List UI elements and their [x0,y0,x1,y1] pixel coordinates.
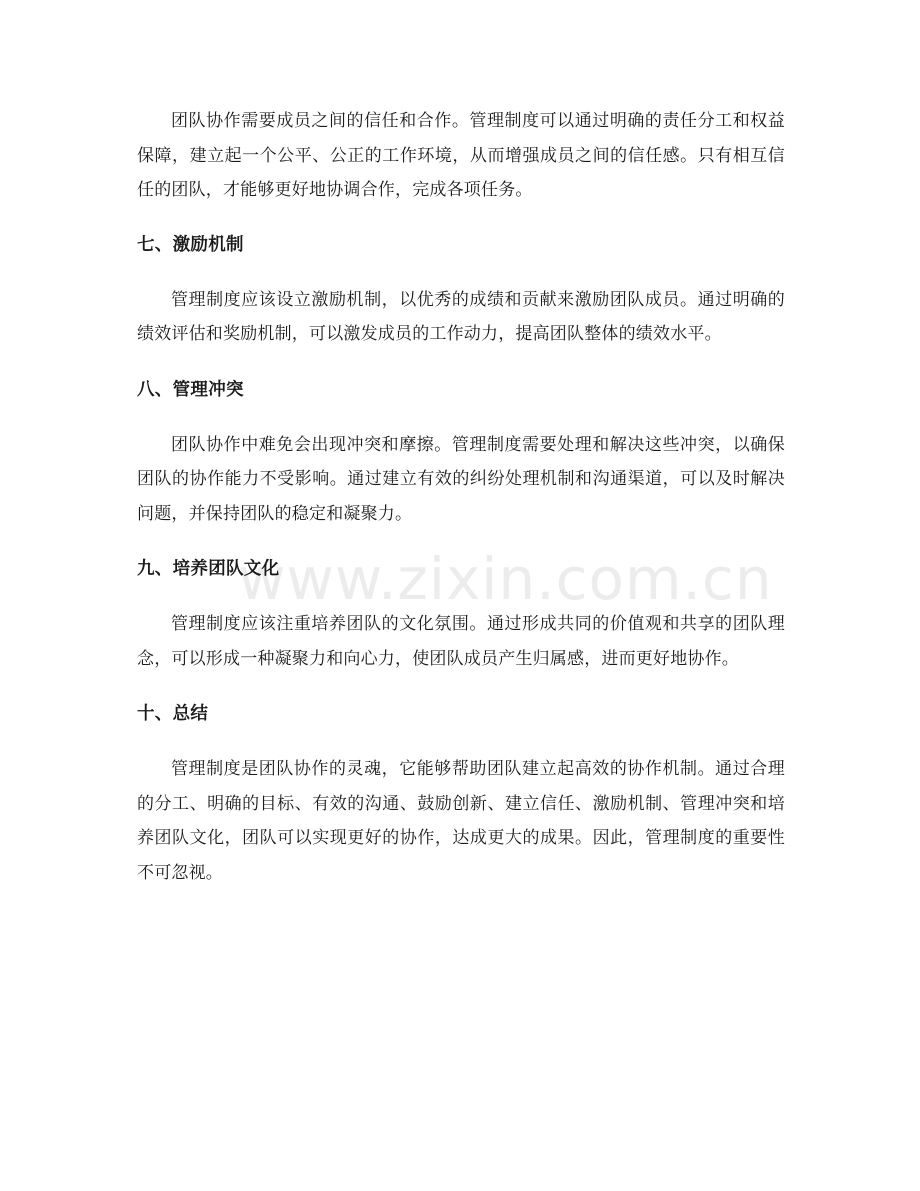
document-body [137,104,785,890]
watermark: www.zixin.com.cn [238,545,773,613]
section-heading-incentive: 七、激励机制 [137,234,244,255]
section-heading-culture: 九、培养团队文化 [137,559,280,579]
section-heading-summary: 十、总结 [137,704,209,724]
section-body-conflict: 团队协作中难免会出现冲突和摩擦。管理制度需要处理和解决这些冲突，以确保团队的协作能力不受影响。通过建立有效的纠纷处理机制和沟通渠道，可以及时解决问题，并保持团队的稳定和凝聚力。 [137,434,785,524]
section-heading-conflict: 八、管理冲突 [137,379,244,400]
section-body-incentive: 管理制度应该设立激励机制，以优秀的成绩和贡献来激励团队成员。通过明确的绩效评估和奖励机制，可以激发成员的工作动力，提高团队整体的绩效水平。 [137,289,785,344]
section-body-summary: 管理制度是团队协作的灵魂，它能够帮助团队建立起高效的协作机制。通过合理的分工、明确的目标、有效的沟通、鼓励创新、建立信任、激励机制、管理冲突和培养团队文化，团队可以实现更好的协作，达成更大的成果。因此，管理制度的重要性不可忽视。 [137,759,785,883]
intro-paragraph: 团队协作需要成员之间的信任和合作。管理制度可以通过明确的责任分工和权益保障，建立起一个公平、公正的工作环境，从而增强成员之间的信任感。只有相互信任的团队，才能够更好地协调合作，完成各项任务。 [137,111,785,200]
section-body-culture: 管理制度应该注重培养团队的文化氛围。通过形成共同的价值观和共享的团队理念，可以形成一种凝聚力和向心力，使团队成员产生归属感，进而更好地协作。 [137,614,785,669]
